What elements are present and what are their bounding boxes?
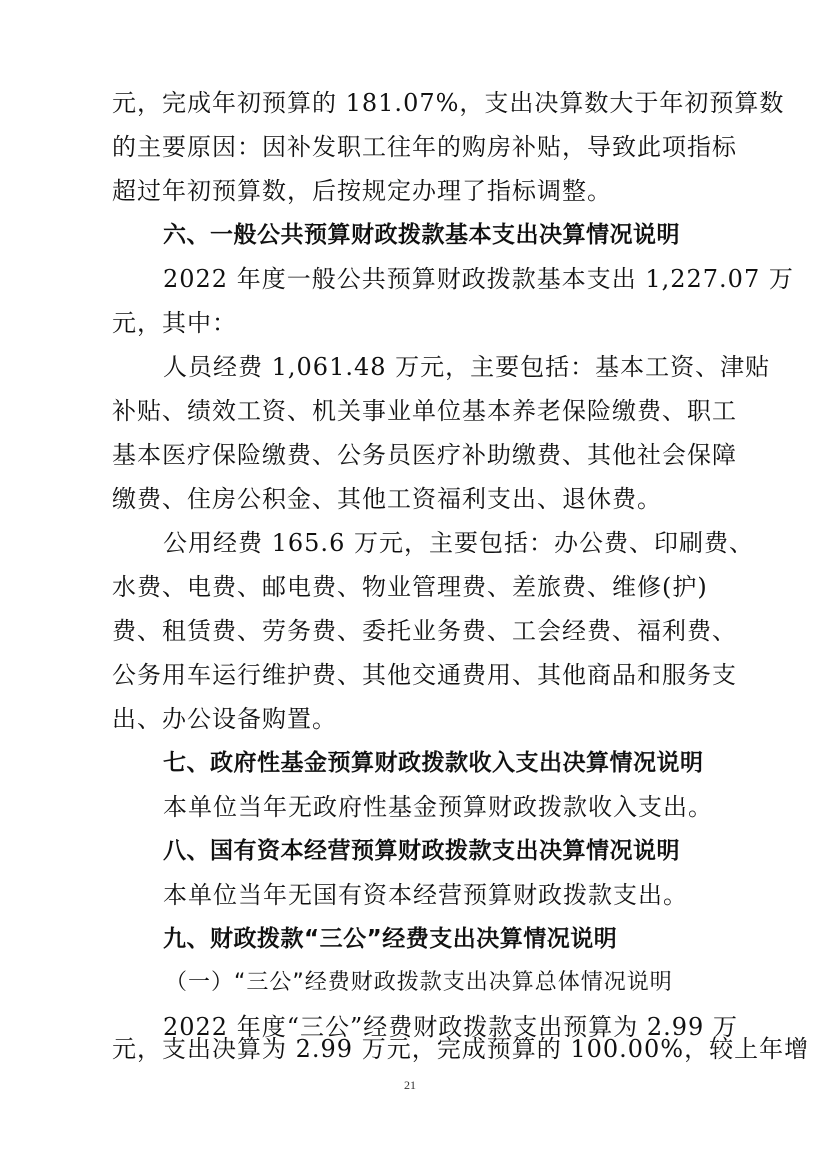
body-text-line: 本单位当年无国有资本经营预算财政拨款支出。	[163, 881, 688, 909]
body-text-line: 缴费、住房公积金、其他工资福利支出、退休费。	[112, 485, 662, 513]
page-number: 21	[404, 1078, 416, 1092]
section-heading-7: 七、政府性基金预算财政拨款收入支出决算情况说明	[163, 750, 704, 776]
body-text-line: 超过年初预算数，后按规定办理了指标调整。	[112, 177, 612, 205]
subsection-heading: （一）“三公”经费财政拨款支出决算总体情况说明	[165, 970, 673, 995]
section-heading-6: 六、一般公共预算财政拨款基本支出决算情况说明	[163, 222, 680, 248]
body-text-line: 出、办公设备购置。	[112, 705, 337, 733]
body-text-line: 本单位当年无政府性基金预算财政拨款收入支出。	[163, 793, 713, 821]
body-text-line: 费、租赁费、劳务费、委托业务费、工会经费、福利费、	[112, 617, 737, 645]
body-text-line: 基本医疗保险缴费、公务员医疗补助缴费、其他社会保障	[112, 441, 737, 469]
body-text-line: 元，完成年初预算的 181.07%，支出决算数大于年初预算数	[112, 89, 785, 117]
body-text-line: 2022 年度一般公共预算财政拨款基本支出 1,227.07 万	[163, 265, 794, 293]
body-text-line: 公务用车运行维护费、其他交通费用、其他商品和服务支	[112, 661, 737, 689]
body-text-line: 的主要原因：因补发职工往年的购房补贴，导致此项指标	[112, 133, 737, 161]
body-text-line: 元，其中：	[112, 309, 237, 337]
body-text-line: 公用经费 165.6 万元，主要包括：办公费、印刷费、	[163, 529, 754, 557]
section-heading-8: 八、国有资本经营预算财政拨款支出决算情况说明	[163, 838, 680, 864]
body-text-line: 水费、电费、邮电费、物业管理费、差旅费、维修(护)	[112, 573, 708, 601]
body-text-line: 补贴、绩效工资、机关事业单位基本养老保险缴费、职工	[112, 397, 737, 425]
body-text-line-last: 元，支出决算为 2.99 万元，完成预算的 100.00%，较上年增	[112, 1035, 810, 1063]
body-text-line: 人员经费 1,061.48 万元，主要包括：基本工资、津贴	[163, 353, 771, 381]
section-heading-9: 九、财政拨款“三公”经费支出决算情况说明	[163, 926, 618, 952]
body-text-line: 2022 年度“三公”经费财政拨款支出预算为 2.99 万	[163, 1013, 738, 1041]
